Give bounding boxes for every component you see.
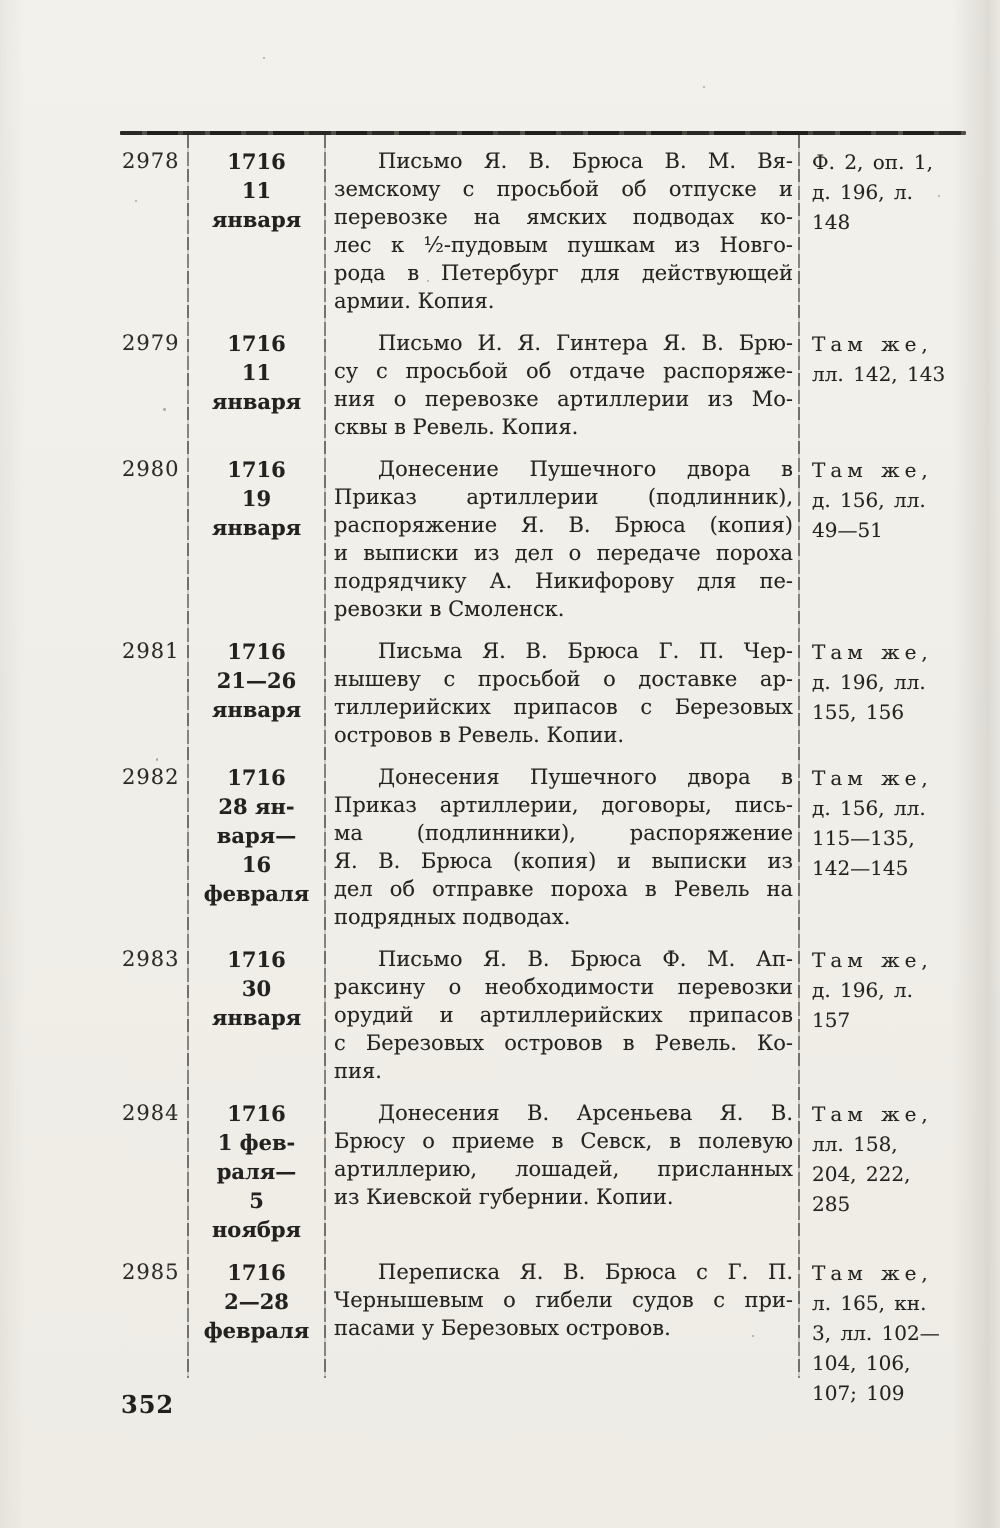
entry-row (122, 933, 963, 1085)
description-line: Донесения В. Арсеньева Я. В. (378, 1101, 793, 1125)
reference-line: Там же, (812, 458, 933, 482)
reference-line: л. 165, кн. (812, 1291, 927, 1315)
date-line: 1716 (227, 1101, 286, 1126)
date-line: 5 (249, 1188, 264, 1213)
entry-number: 2985 (122, 1260, 180, 1284)
entry-row (122, 751, 963, 931)
entry-reference (799, 147, 963, 315)
entry-row (122, 317, 963, 441)
description-line: Письмо Я. В. Брюса В. М. Вя- (378, 149, 793, 173)
entry-reference (799, 945, 963, 1085)
date-line: 1 фев- (217, 1130, 296, 1155)
reference-line: лл. 142, 143 (812, 362, 946, 386)
date-line: января (211, 389, 302, 414)
entry-reference (799, 637, 963, 749)
date-line: раля— (216, 1159, 297, 1184)
date-line: ноября (211, 1217, 302, 1242)
description-line: Переписка Я. В. Брюса с Г. П. (378, 1260, 793, 1284)
date-line: 2—28 (224, 1289, 289, 1314)
entry-row (122, 135, 963, 315)
reference-line: 115—135, (812, 826, 915, 850)
date-line: 28 ян- (218, 794, 295, 819)
entry-row (122, 1246, 963, 1408)
date-line: 30 (241, 976, 272, 1001)
entry-date (188, 1258, 325, 1408)
description-line: лес к ½-пудовым пушкам из Новго- (334, 233, 793, 257)
reference-line: Там же, (812, 640, 933, 664)
description-line: Донесение Пушечного двора в (378, 457, 793, 481)
date-line: 1716 (227, 331, 286, 356)
entry-date (188, 329, 325, 441)
reference-line: 104, 106, (812, 1351, 911, 1375)
reference-line: д. 156, лл. (812, 796, 926, 820)
entry-description (325, 763, 799, 931)
entry-number: 2984 (122, 1101, 180, 1125)
description-line: перевозке на ямских подводах ко- (334, 205, 793, 229)
entry-row (122, 625, 963, 749)
description-line: Письма Я. В. Брюса Г. П. Чер- (378, 639, 793, 663)
description-line: орудий и артиллерийских припасов (334, 1003, 793, 1027)
entry-reference (799, 1258, 963, 1408)
description-line: артиллерию, лошадей, присланных (334, 1157, 793, 1181)
date-line: 1716 (227, 765, 286, 790)
description-line: Письмо Я. В. Брюса Ф. М. Ап- (378, 947, 793, 971)
entry-description (325, 1099, 799, 1244)
description-line: пия. (334, 1059, 382, 1083)
date-line: 1716 (227, 947, 286, 972)
entry-description (325, 637, 799, 749)
description-line: Донесения Пушечного двора в (378, 765, 793, 789)
description-line: Письмо И. Я. Гинтера Я. В. Брю- (378, 331, 793, 355)
description-line: земскому с просьбой об отпуске и (334, 177, 793, 201)
entry-reference (799, 455, 963, 623)
reference-line: 285 (812, 1192, 851, 1216)
reference-line: д. 156, лл. (812, 488, 926, 512)
reference-line: 157 (812, 1008, 851, 1032)
reference-line: Там же, (812, 766, 933, 790)
date-line: 19 (241, 486, 272, 511)
entry-description (325, 1258, 799, 1408)
entry-date (188, 637, 325, 749)
date-line: января (211, 1005, 302, 1030)
date-line: 1716 (227, 457, 286, 482)
description-line: сквы в Ревель. Копия. (334, 415, 579, 439)
entry-date (188, 763, 325, 931)
reference-line: Там же, (812, 948, 933, 972)
description-line: тиллерийских припасов с Березовых (334, 695, 793, 719)
entry-row (122, 1087, 963, 1244)
description-line: из Киевской губернии. Копии. (334, 1185, 674, 1209)
date-line: 1716 (227, 149, 286, 174)
reference-line: 49—51 (812, 518, 883, 542)
description-line: и выписки из дел о передаче пороха (334, 541, 793, 565)
description-line: Чернышевым о гибели судов с при- (334, 1288, 793, 1312)
catalog-table (122, 135, 963, 1410)
reference-line: 155, 156 (812, 700, 905, 724)
description-line: Приказ артиллерии (подлинник), (334, 485, 793, 509)
description-line: подрядных подводах. (334, 905, 571, 929)
date-line: января (211, 515, 302, 540)
date-line: 1716 (227, 1260, 286, 1285)
reference-line: 3, лл. 102— (812, 1321, 940, 1345)
date-line: 21—26 (216, 668, 297, 693)
date-line: 11 (241, 360, 272, 385)
description-line: Приказ артиллерии, договоры, пись- (334, 793, 793, 817)
date-line: февраля (203, 881, 310, 906)
entry-number: 2982 (122, 765, 180, 789)
entry-description (325, 329, 799, 441)
entry-description (325, 945, 799, 1085)
date-line: января (211, 207, 302, 232)
entry-description (325, 455, 799, 623)
description-line: раксину о необходимости перевозки (334, 975, 793, 999)
description-line: нышеву с просьбой о доставке ар- (334, 667, 793, 691)
entry-number: 2983 (122, 947, 180, 971)
description-line: су с просьбой об отдаче распоряже- (334, 359, 793, 383)
description-line: рода в Петербург для действующей (334, 261, 793, 285)
reference-line: д. 196, л. (812, 180, 913, 204)
description-line: пасами у Березовых островов. (334, 1316, 671, 1340)
entry-number: 2980 (122, 457, 180, 481)
date-line: варя— (216, 823, 297, 848)
reference-line: 142—145 (812, 856, 909, 880)
entry-number: 2978 (122, 149, 180, 173)
reference-line: Там же, (812, 332, 933, 356)
entry-date (188, 945, 325, 1085)
entry-row (122, 443, 963, 623)
description-line: подрядчику А. Никифорову для пе- (334, 569, 793, 593)
description-line: армии. Копия. (334, 289, 495, 313)
date-line: 1716 (227, 639, 286, 664)
entry-date (188, 455, 325, 623)
reference-line: Там же, (812, 1261, 933, 1285)
entry-reference (799, 763, 963, 931)
reference-line: 204, 222, (812, 1162, 911, 1186)
reference-line: Там же, (812, 1102, 933, 1126)
date-line: 11 (241, 178, 272, 203)
date-line: 16 (241, 852, 272, 877)
description-line: Брюсу о приеме в Севск, в полевую (334, 1129, 793, 1153)
description-line: распоряжение Я. В. Брюса (копия) (334, 513, 793, 537)
description-line: островов в Ревель. Копии. (334, 723, 625, 747)
entry-number: 2981 (122, 639, 180, 663)
entry-number: 2979 (122, 331, 180, 355)
date-line: февраля (203, 1318, 310, 1343)
reference-line: 148 (812, 210, 851, 234)
description-line: ния о перевозке артиллерии из Мо- (334, 387, 793, 411)
entry-date (188, 1099, 325, 1244)
description-line: ма (подлинники), распоряжение (334, 821, 793, 845)
entry-reference (799, 329, 963, 441)
date-line: января (211, 697, 302, 722)
description-line: ревозки в Смоленск. (334, 597, 565, 621)
reference-line: Ф. 2, оп. 1, (812, 150, 933, 174)
reference-line: д. 196, л. (812, 978, 913, 1002)
entry-reference (799, 1099, 963, 1244)
entry-date (188, 147, 325, 315)
description-line: с Березовых островов в Ревель. Ко- (334, 1031, 793, 1055)
description-line: дел об отправке пороха в Ревель на (334, 877, 793, 901)
page-number: 352 (121, 1390, 175, 1419)
reference-line: 107; 109 (812, 1381, 905, 1405)
reference-line: лл. 158, (812, 1132, 898, 1156)
description-line: Я. В. Брюса (копия) и выписки из (334, 849, 793, 873)
reference-line: д. 196, лл. (812, 670, 926, 694)
entry-description (325, 147, 799, 315)
